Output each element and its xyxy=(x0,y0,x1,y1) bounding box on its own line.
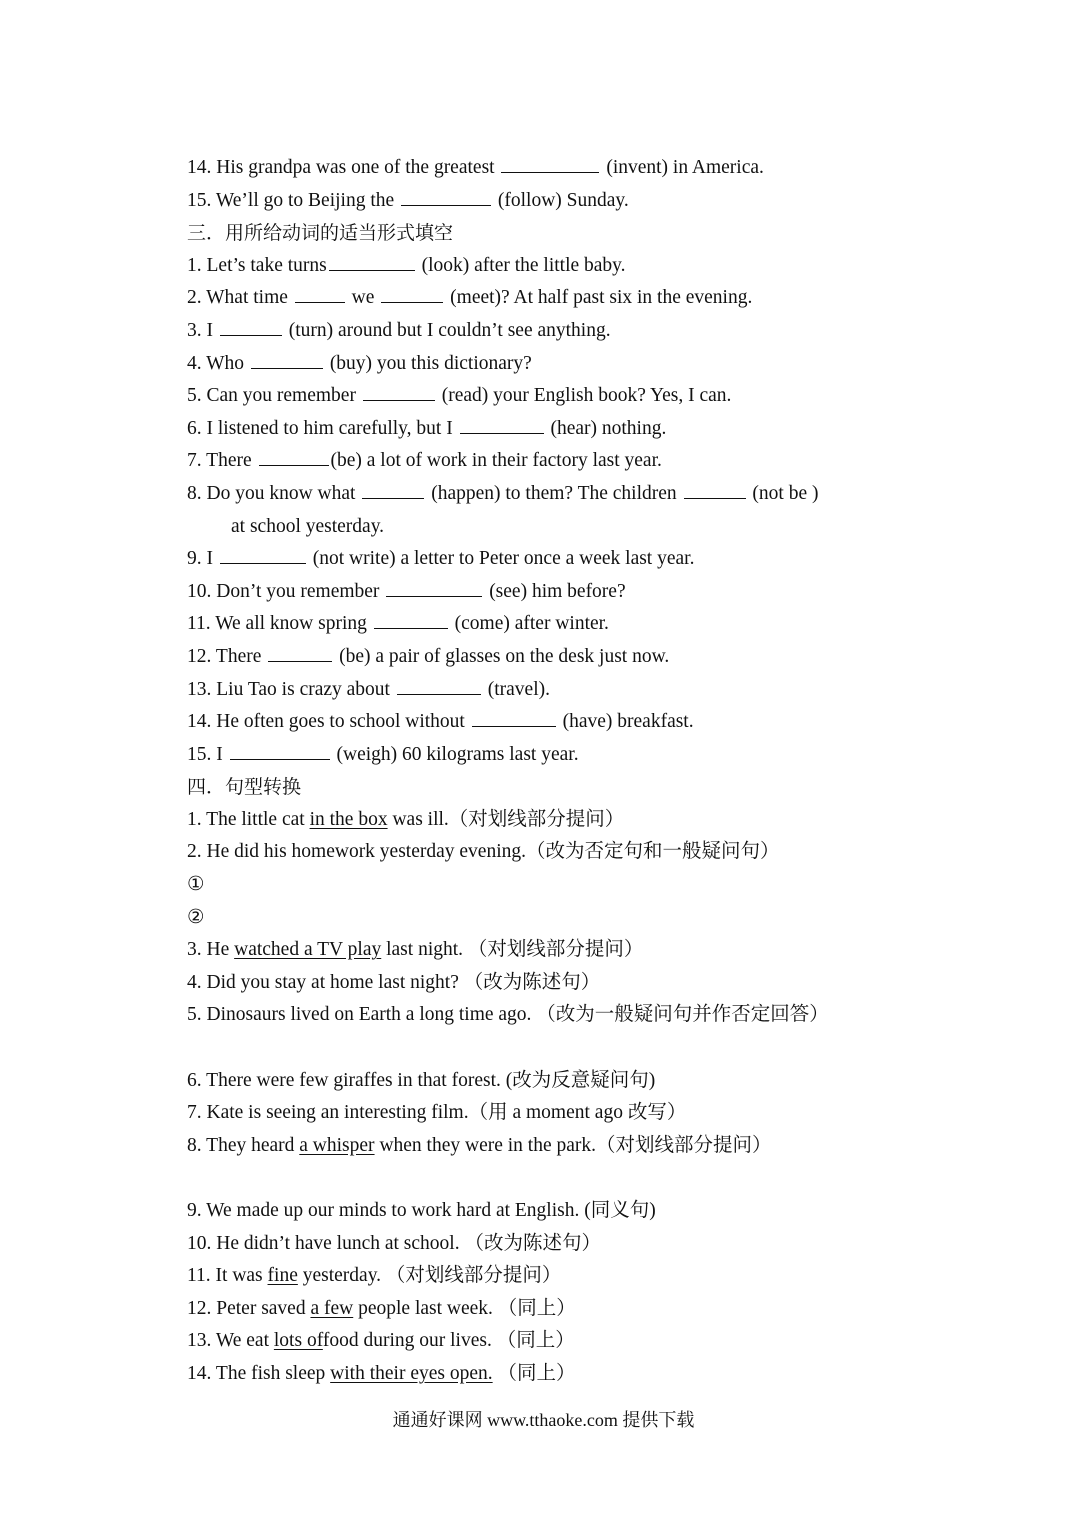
s3-question-5: 5. Can you remember (read) your English book? Yes, I can. xyxy=(187,385,732,407)
answer-blank[interactable] xyxy=(684,481,746,499)
page-footer: 通通好课网 www.tthaoke.com 提供下载 xyxy=(392,1410,695,1430)
s3-question-6: 6. I listened to him carefully, but I (hear) nothing. xyxy=(187,417,667,439)
answer-blank[interactable] xyxy=(460,416,544,434)
answer-blank[interactable] xyxy=(374,611,448,629)
s4-question-14: 14. The fish sleep with their eyes open. （同上） xyxy=(187,1362,576,1384)
answer-blank[interactable] xyxy=(472,709,556,727)
s4-question-3: 3. He watched a TV play last night. （对划线部分提问） xyxy=(187,939,644,961)
underlined-phrase: fine xyxy=(267,1265,298,1287)
section-4-heading: 四．句型转换 xyxy=(187,776,302,799)
s4-question-11: 11. It was fine yesterday. （对划线部分提问） xyxy=(187,1265,562,1287)
s4-question-13: 13. We eat lots offood during our lives. （同上） xyxy=(187,1330,575,1352)
s4-question-9: 9. We made up our minds to work hard at English. (同义句) xyxy=(187,1200,656,1221)
answer-blank[interactable] xyxy=(501,155,599,173)
s4-question-4: 4. Did you stay at home last night? （改为陈述句） xyxy=(187,971,601,993)
s4-question-6: 6. There were few giraffes in that forest. (改为反意疑问句) xyxy=(187,1069,656,1091)
answer-blank[interactable] xyxy=(220,318,282,336)
answer-space xyxy=(187,1032,917,1065)
answer-blank[interactable] xyxy=(295,285,345,303)
s3-question-3: 3. I (turn) around but I couldn’t see anything. xyxy=(187,319,611,341)
s3-question-2: 2. What time we (meet)? At half past six in the evening. xyxy=(187,287,753,309)
s3-question-4: 4. Who (buy) you this dictionary? xyxy=(187,352,532,374)
answer-blank[interactable] xyxy=(230,742,330,760)
answer-marker-2: ② xyxy=(187,906,205,928)
answer-blank[interactable] xyxy=(259,448,329,466)
s4-question-5: 5. Dinosaurs lived on Earth a long time ago. （改为一般疑问句并作否定回答） xyxy=(187,1004,829,1026)
s3-question-10: 10. Don’t you remember (see) him before? xyxy=(187,580,626,602)
answer-blank[interactable] xyxy=(268,644,332,662)
s3-question-11: 11. We all know spring (come) after winter. xyxy=(187,613,609,635)
s3-question-15: 15. I (weigh) 60 kilograms last year. xyxy=(187,743,579,765)
s3-question-12: 12. There (be) a pair of glasses on the desk just now. xyxy=(187,645,670,667)
s2-question-15: 15. We’ll go to Beijing the (follow) Sunday. xyxy=(187,189,629,211)
answer-blank[interactable] xyxy=(220,546,306,564)
answer-blank[interactable] xyxy=(362,481,424,499)
answer-blank[interactable] xyxy=(401,188,491,206)
answer-blank[interactable] xyxy=(329,253,415,271)
s3-question-9: 9. I (not write) a letter to Peter once a week last year. xyxy=(187,548,695,570)
answer-blank[interactable] xyxy=(386,579,482,597)
underlined-phrase: a few xyxy=(310,1297,354,1319)
s3-question-13: 13. Liu Tao is crazy about (travel). xyxy=(187,678,550,700)
s4-question-1: 1. The little cat in the box was ill.（对划线部分提问） xyxy=(187,808,625,830)
s3-question-8: 8. Do you know what (happen) to them? The children (not be ) xyxy=(187,482,819,504)
underlined-phrase: a whisper xyxy=(299,1134,375,1156)
s3-question-8-continuation: at school yesterday. xyxy=(231,515,385,537)
s3-question-7: 7. There (be) a lot of work in their factory last year. xyxy=(187,450,662,472)
answer-marker-1: ① xyxy=(187,874,205,896)
section-3-heading: 三．用所给动词的适当形式填空 xyxy=(187,222,454,245)
s4-question-10: 10. He didn’t have lunch at school. （改为陈述句） xyxy=(187,1232,601,1254)
s4-question-8: 8. They heard a whisper when they were in the park.（对划线部分提问） xyxy=(187,1134,772,1156)
answer-blank[interactable] xyxy=(363,383,435,401)
s3-question-1: 1. Let’s take turns (look) after the little baby. xyxy=(187,254,626,276)
underlined-phrase: watched a TV play xyxy=(234,939,382,961)
worksheet-content xyxy=(187,152,917,1391)
underlined-phrase: in the box xyxy=(309,808,388,830)
underlined-phrase: with their eyes open. xyxy=(330,1362,493,1384)
answer-blank[interactable] xyxy=(397,677,481,695)
underlined-phrase: lots of xyxy=(273,1330,323,1352)
s4-question-2: 2. He did his homework yesterday evening.（改为否定句和一般疑问句） xyxy=(187,841,780,863)
s4-question-7: 7. Kate is seeing an interesting film.（用 a moment ago 改写） xyxy=(187,1102,687,1124)
answer-space xyxy=(187,1162,917,1195)
s3-question-14: 14. He often goes to school without (have) breakfast. xyxy=(187,711,694,733)
s2-question-14: 14. His grandpa was one of the greatest (invent) in America. xyxy=(187,157,764,178)
answer-blank[interactable] xyxy=(251,351,323,369)
s4-question-12: 12. Peter saved a few people last week. （同上） xyxy=(187,1297,576,1319)
answer-blank[interactable] xyxy=(381,285,443,303)
